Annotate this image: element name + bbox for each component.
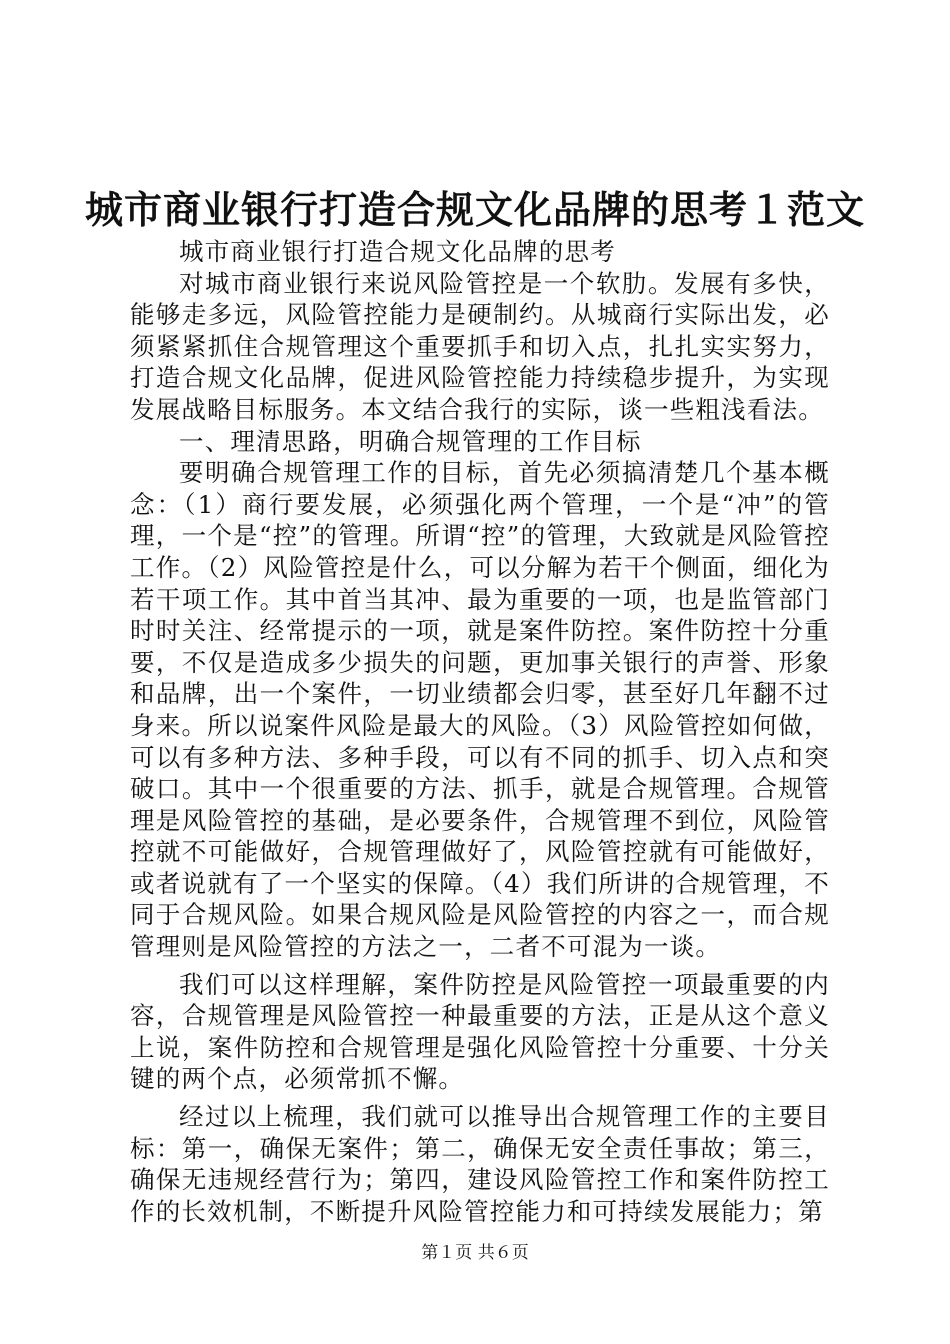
document-title: 城市商业银行打造合规文化品牌的思考１范文 bbox=[84, 187, 865, 232]
concepts-paragraph: 要明确合规管理工作的目标，首先必须搞清楚几个基本概念：（1）商行要发展，必须强化两个管理，一个是“冲”的管理，一个是“控”的管理。所谓“控”的管理，大致就是风险管控工作。（2）风险管控是什么，可以分解为若干个侧面，细化为若干项工作。其中首当其冲、最为重要的一项，也是监管部门时时关注、经常提示的一项，就是案件防控。案件防控十分重要，不仅是造成多少损失的问题，更加事关银行的声誉、形象和品牌，出一个案件，一切业绩都会归零，甚至好几年翻不过身来。所以说案件风险是最大的风险。（3）风险管控如何做，可以有多种方法、多种手段，可以有不同的抓手、切入点和突破口。其中一个很重要的方法、抓手，就是合规管理。合规管理是风险管控的基础，是必要条件，合规管理不到位，风险管控就不可能做好，合规管理做好了，风险管控就有可能做好，或者说就有了一个坚实的保障。（4）我们所讲的合规管理，不同于合规风险。如果合规风险是风险管控的内容之一，而合规管理则是风险管控的方法之一，二者不可混为一谈。 bbox=[130, 458, 830, 962]
subtitle-paragraph: 城市商业银行打造合规文化品牌的思考 bbox=[179, 237, 616, 266]
understanding-paragraph: 我们可以这样理解，案件防控是风险管控一项最重要的内容，合规管理是风险管控一种最重要的方法，正是从这个意义上说，案件防控和合规管理是强化风险管控十分重要、十分关键的两个点，必须常抓不懈。 bbox=[130, 969, 830, 1094]
document-body bbox=[130, 236, 830, 1227]
goals-paragraph: 经过以上梳理，我们就可以推导出合规管理工作的主要目标：第一，确保无案件；第二，确保无安全责任事故；第三，确保无违规经营行为；第四，建设风险管控工作和案件防控工作的长效机制，不断提升风险管控能力和可持续发展能力；第 bbox=[130, 1102, 830, 1226]
page-footer: 第１页 共６页 bbox=[421, 1243, 529, 1263]
intro-paragraph: 对城市商业银行来说风险管控是一个软肋。发展有多快，能够走多远，风险管控能力是硬制约。从城商行实际出发，必须紧紧抓住合规管理这个重要抓手和切入点，扎扎实实努力，打造合规文化品牌，促进风险管控能力持续稳步提升，为实现发展战略目标服务。本文结合我行的实际，谈一些粗浅看法。 bbox=[130, 268, 830, 424]
section-heading: 一、理清思路，明确合规管理的工作目标 bbox=[179, 426, 642, 456]
